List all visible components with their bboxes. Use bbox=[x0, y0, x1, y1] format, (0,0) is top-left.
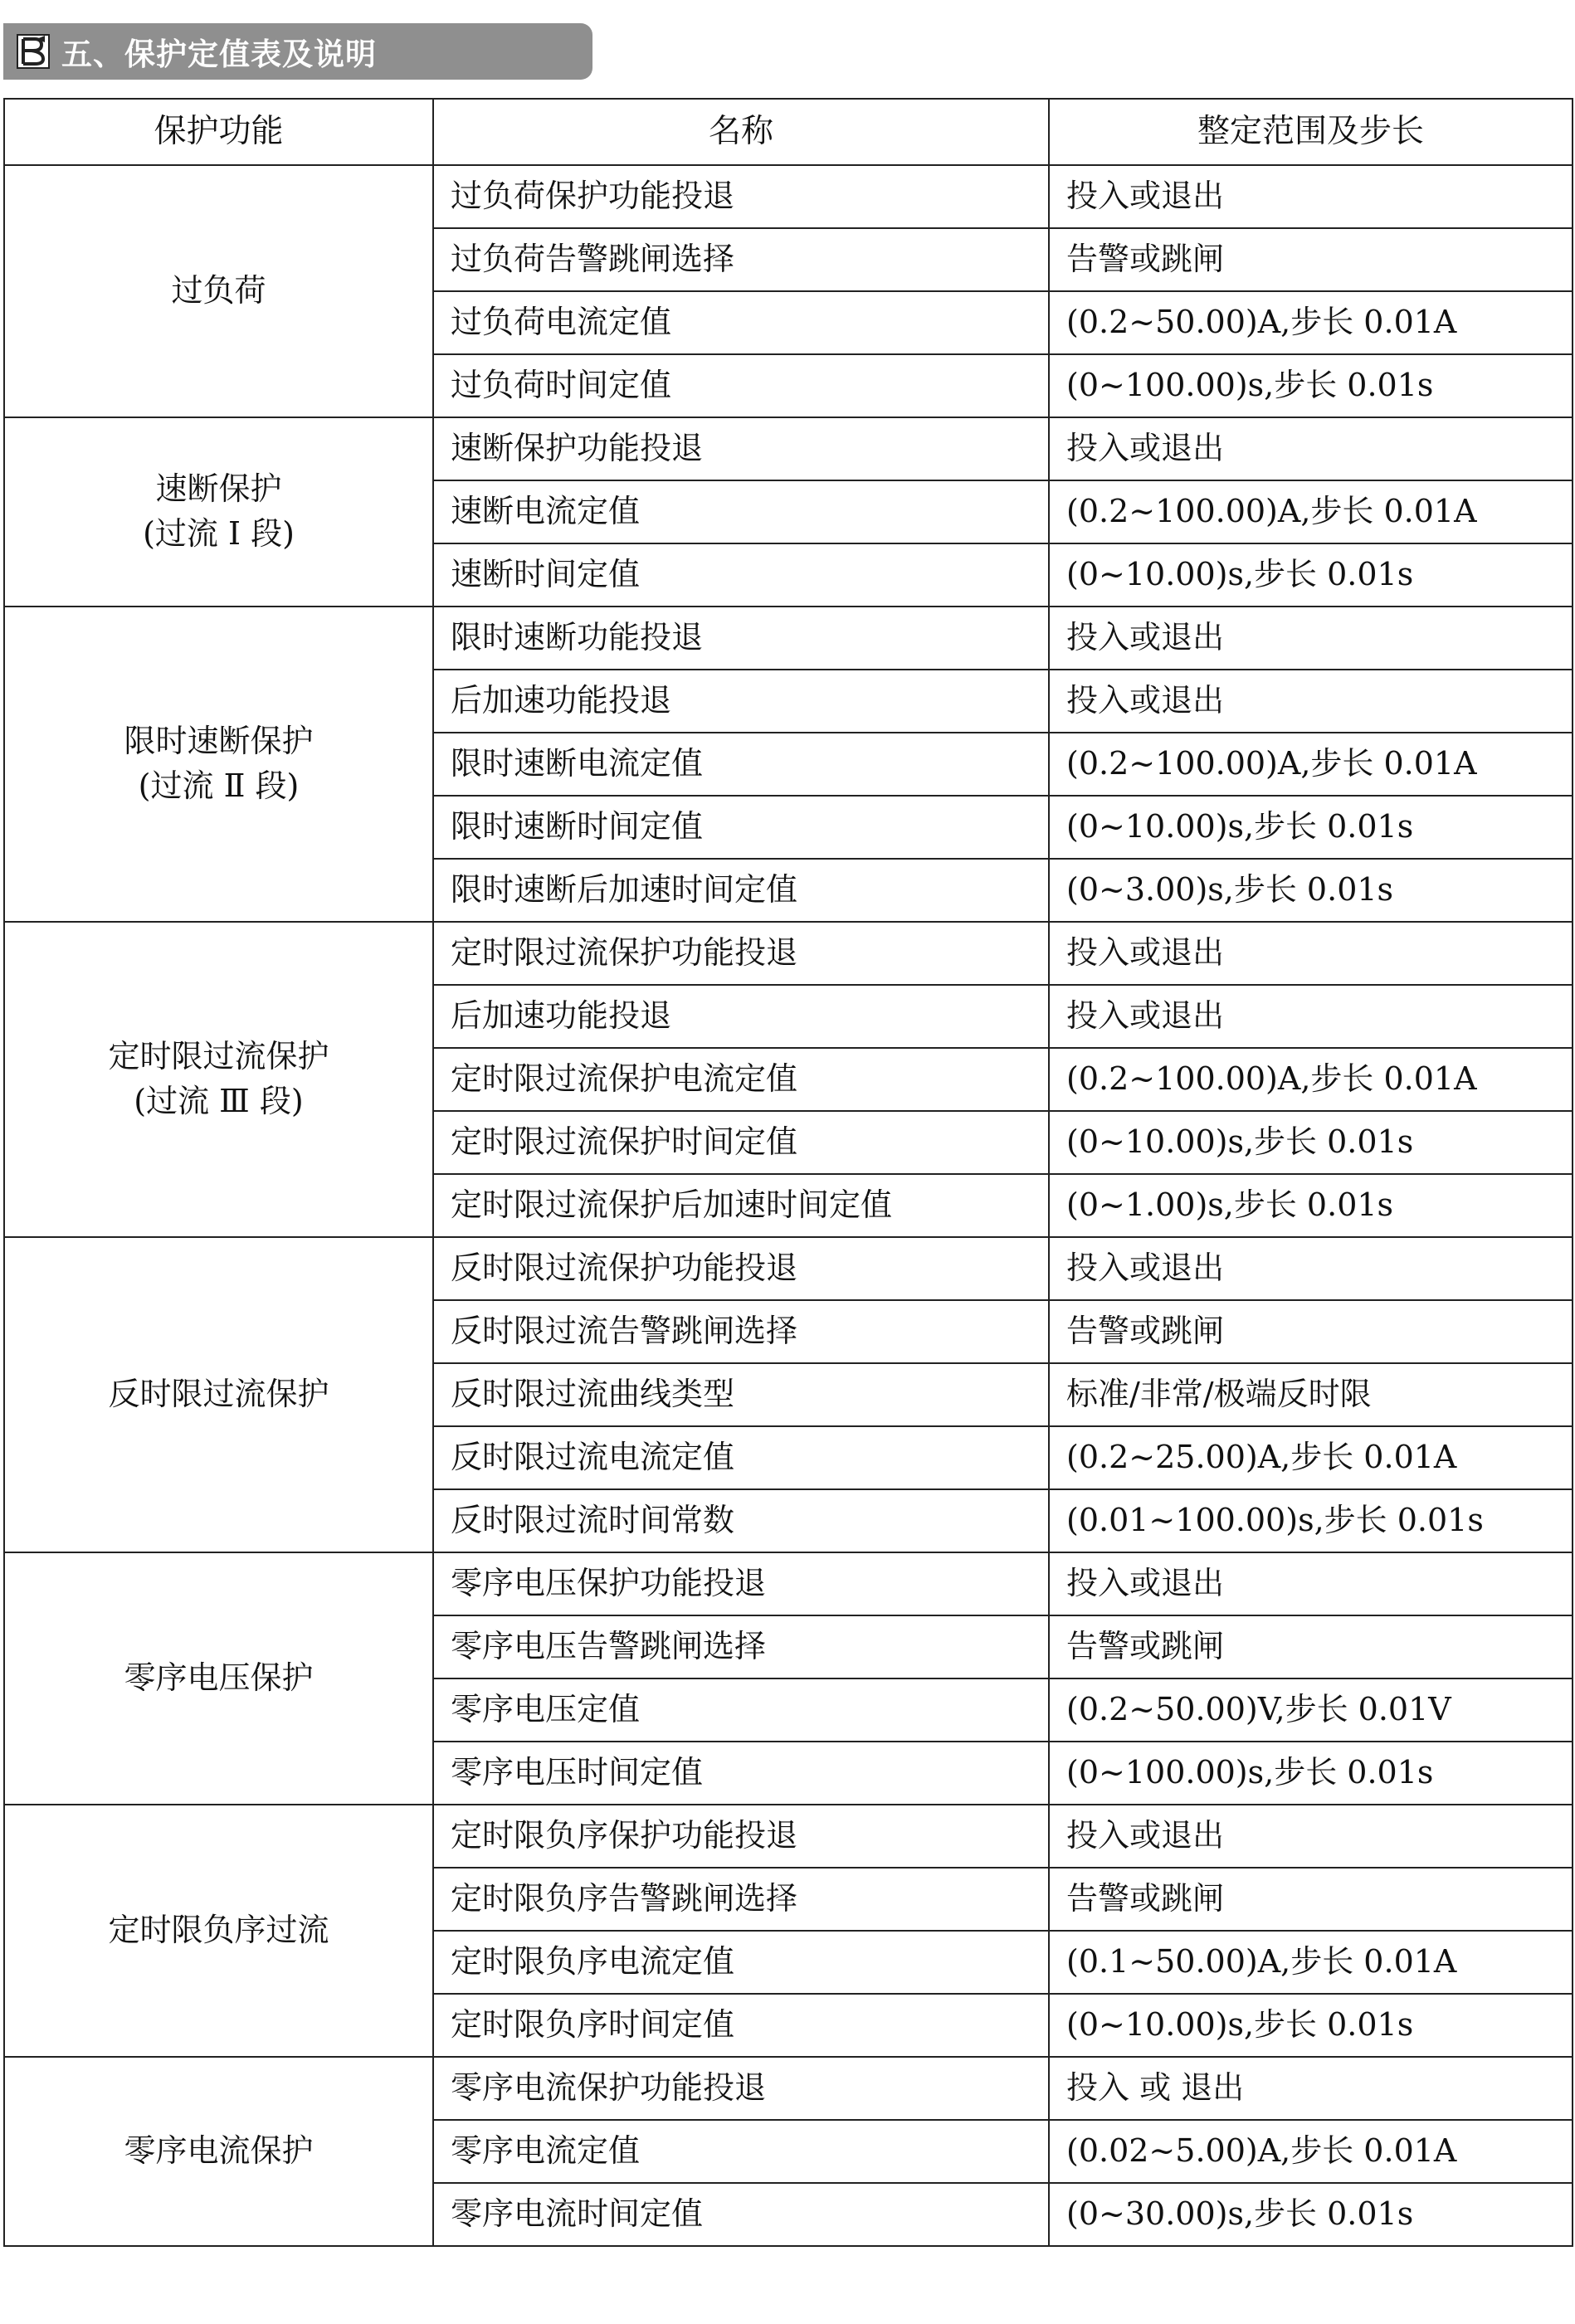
setting-name-cell: 零序电流时间定值 bbox=[433, 2183, 1049, 2246]
header-range: 整定范围及步长 bbox=[1049, 99, 1573, 165]
section-title: 五、保护定值表及说明 bbox=[61, 37, 377, 72]
protection-function-label: 限时速断保护 bbox=[124, 723, 314, 760]
setting-range-cell: 投入或退出 bbox=[1049, 985, 1573, 1048]
setting-range-cell: (0.1~50.00)A,步长 0.01A bbox=[1049, 1931, 1573, 1994]
table-row bbox=[4, 1237, 1573, 1300]
protection-function-cell bbox=[4, 1552, 433, 1805]
setting-name-cell: 定时限负序电流定值 bbox=[433, 1931, 1049, 1994]
setting-name-cell: 过负荷告警跳闸选择 bbox=[433, 228, 1049, 291]
setting-range-cell: 投入或退出 bbox=[1049, 417, 1573, 480]
protection-function-label: 定时限负序过流 bbox=[108, 1912, 329, 1949]
setting-name-cell: 过负荷保护功能投退 bbox=[433, 165, 1049, 228]
setting-range-cell: 投入或退出 bbox=[1049, 607, 1573, 670]
setting-range-cell: (0.2~100.00)A,步长 0.01A bbox=[1049, 1048, 1573, 1111]
setting-name-cell: 零序电压时间定值 bbox=[433, 1742, 1049, 1805]
protection-function-label: 速断保护 bbox=[155, 470, 282, 508]
setting-range-cell: (0.2~100.00)A,步长 0.01A bbox=[1049, 480, 1573, 543]
setting-range-cell: (0~10.00)s,步长 0.01s bbox=[1049, 1994, 1573, 2057]
protection-function-cell bbox=[4, 2057, 433, 2246]
table-body bbox=[4, 165, 1573, 2246]
setting-name-cell: 定时限过流保护功能投退 bbox=[433, 922, 1049, 985]
setting-range-cell: 投入 或 退出 bbox=[1049, 2057, 1573, 2120]
setting-name-cell: 限时速断时间定值 bbox=[433, 796, 1049, 859]
setting-range-cell: 投入或退出 bbox=[1049, 165, 1573, 228]
table-row bbox=[4, 1805, 1573, 1868]
setting-range-cell: (0~10.00)s,步长 0.01s bbox=[1049, 1111, 1573, 1174]
setting-name-cell: 过负荷时间定值 bbox=[433, 354, 1049, 417]
protection-settings-table bbox=[3, 98, 1573, 2247]
setting-name-cell: 限时速断电流定值 bbox=[433, 733, 1049, 796]
setting-range-cell: 投入或退出 bbox=[1049, 670, 1573, 733]
setting-name-cell: 定时限过流保护后加速时间定值 bbox=[433, 1174, 1049, 1237]
setting-range-cell: (0~10.00)s,步长 0.01s bbox=[1049, 796, 1573, 859]
setting-name-cell: 零序电流保护功能投退 bbox=[433, 2057, 1049, 2120]
protection-function-cell bbox=[4, 922, 433, 1237]
setting-name-cell: 零序电压保护功能投退 bbox=[433, 1552, 1049, 1615]
setting-name-cell: 限时速断功能投退 bbox=[433, 607, 1049, 670]
setting-range-cell: 告警或跳闸 bbox=[1049, 228, 1573, 291]
setting-name-cell: 后加速功能投退 bbox=[433, 670, 1049, 733]
setting-name-cell: 零序电压定值 bbox=[433, 1678, 1049, 1742]
setting-name-cell: 定时限负序告警跳闸选择 bbox=[433, 1868, 1049, 1931]
header-function: 保护功能 bbox=[4, 99, 433, 165]
setting-range-cell: 投入或退出 bbox=[1049, 1552, 1573, 1615]
setting-range-cell: (0.2~50.00)A,步长 0.01A bbox=[1049, 291, 1573, 354]
setting-range-cell: 告警或跳闸 bbox=[1049, 1300, 1573, 1363]
protection-function-cell bbox=[4, 417, 433, 607]
table-row bbox=[4, 2057, 1573, 2120]
setting-name-cell: 后加速功能投退 bbox=[433, 985, 1049, 1048]
table-row bbox=[4, 165, 1573, 228]
setting-range-cell: 告警或跳闸 bbox=[1049, 1615, 1573, 1678]
setting-name-cell: 速断保护功能投退 bbox=[433, 417, 1049, 480]
setting-range-cell: 投入或退出 bbox=[1049, 922, 1573, 985]
setting-range-cell: (0~30.00)s,步长 0.01s bbox=[1049, 2183, 1573, 2246]
protection-function-label: 定时限过流保护 bbox=[108, 1038, 329, 1075]
table-header-row bbox=[4, 99, 1573, 165]
protection-function-cell bbox=[4, 607, 433, 922]
protection-function-label: (过流 I 段) bbox=[143, 515, 295, 552]
document-logo-icon bbox=[15, 33, 51, 70]
protection-function-label: (过流 Ⅲ 段) bbox=[134, 1083, 304, 1119]
setting-name-cell: 定时限负序时间定值 bbox=[433, 1994, 1049, 2057]
setting-name-cell: 零序电流定值 bbox=[433, 2120, 1049, 2183]
setting-name-cell: 过负荷电流定值 bbox=[433, 291, 1049, 354]
setting-name-cell: 零序电压告警跳闸选择 bbox=[433, 1615, 1049, 1678]
setting-range-cell: (0.2~25.00)A,步长 0.01A bbox=[1049, 1426, 1573, 1489]
setting-range-cell: (0.2~100.00)A,步长 0.01A bbox=[1049, 733, 1573, 796]
setting-range-cell: 标准/非常/极端反时限 bbox=[1049, 1363, 1573, 1426]
protection-function-label: 零序电压保护 bbox=[124, 1659, 314, 1697]
setting-range-cell: 投入或退出 bbox=[1049, 1237, 1573, 1300]
setting-range-cell: (0~100.00)s,步长 0.01s bbox=[1049, 1742, 1573, 1805]
setting-range-cell: (0~3.00)s,步长 0.01s bbox=[1049, 859, 1573, 922]
section-header bbox=[3, 23, 592, 80]
setting-name-cell: 速断时间定值 bbox=[433, 543, 1049, 607]
protection-function-cell bbox=[4, 165, 433, 417]
setting-name-cell: 反时限过流告警跳闸选择 bbox=[433, 1300, 1049, 1363]
protection-function-label: 反时限过流保护 bbox=[108, 1376, 329, 1413]
table-row bbox=[4, 417, 1573, 480]
table-row bbox=[4, 1552, 1573, 1615]
setting-range-cell: (0~10.00)s,步长 0.01s bbox=[1049, 543, 1573, 607]
setting-range-cell: 投入或退出 bbox=[1049, 1805, 1573, 1868]
setting-name-cell: 反时限过流曲线类型 bbox=[433, 1363, 1049, 1426]
setting-range-cell: 告警或跳闸 bbox=[1049, 1868, 1573, 1931]
protection-function-label: (过流 Ⅱ 段) bbox=[138, 767, 300, 804]
table-row bbox=[4, 607, 1573, 670]
setting-range-cell: (0.01~100.00)s,步长 0.01s bbox=[1049, 1489, 1573, 1552]
setting-name-cell: 反时限过流保护功能投退 bbox=[433, 1237, 1049, 1300]
setting-name-cell: 反时限过流时间常数 bbox=[433, 1489, 1049, 1552]
setting-name-cell: 限时速断后加速时间定值 bbox=[433, 859, 1049, 922]
protection-function-cell bbox=[4, 1237, 433, 1552]
setting-range-cell: (0.02~5.00)A,步长 0.01A bbox=[1049, 2120, 1573, 2183]
setting-range-cell: (0.2~50.00)V,步长 0.01V bbox=[1049, 1678, 1573, 1742]
table-row bbox=[4, 922, 1573, 985]
setting-name-cell: 速断电流定值 bbox=[433, 480, 1049, 543]
setting-name-cell: 反时限过流电流定值 bbox=[433, 1426, 1049, 1489]
setting-name-cell: 定时限负序保护功能投退 bbox=[433, 1805, 1049, 1868]
header-name: 名称 bbox=[433, 99, 1049, 165]
protection-function-label: 过负荷 bbox=[171, 272, 266, 309]
protection-function-label: 零序电流保护 bbox=[124, 2132, 314, 2170]
setting-name-cell: 定时限过流保护电流定值 bbox=[433, 1048, 1049, 1111]
protection-function-cell bbox=[4, 1805, 433, 2057]
setting-name-cell: 定时限过流保护时间定值 bbox=[433, 1111, 1049, 1174]
setting-range-cell: (0~100.00)s,步长 0.01s bbox=[1049, 354, 1573, 417]
setting-range-cell: (0~1.00)s,步长 0.01s bbox=[1049, 1174, 1573, 1237]
